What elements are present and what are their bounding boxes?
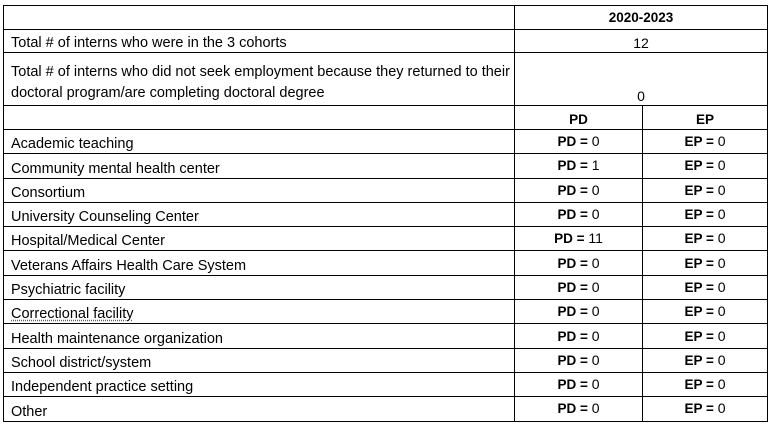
table-row	[4, 372, 768, 396]
pd-count-cell	[515, 202, 643, 226]
ep-count-cell	[643, 202, 768, 226]
ep-count-value: 0	[717, 157, 726, 174]
pd-count-value: 0	[591, 278, 600, 295]
setting-label	[4, 324, 515, 348]
pd-prefix: PD =	[557, 182, 588, 198]
ep-prefix: EP =	[684, 134, 714, 150]
ep-prefix: EP =	[684, 207, 714, 223]
setting-label	[4, 275, 515, 299]
table-row	[4, 227, 768, 251]
ep-prefix: EP =	[684, 279, 714, 295]
pd-count-value: 0	[591, 303, 600, 320]
ep-count-value: 0	[717, 376, 726, 393]
subheader-row	[4, 106, 768, 130]
total-interns-label: Total # of interns who were in the 3 cohorts	[4, 30, 515, 53]
setting-label-text: Academic teaching	[11, 136, 134, 153]
setting-label-text: Independent practice setting	[11, 379, 194, 396]
setting-label-text: School district/system	[11, 354, 152, 371]
setting-label	[4, 300, 515, 324]
setting-label-text: University Counseling Center	[11, 209, 199, 226]
pd-prefix: PD =	[557, 304, 588, 320]
setting-label-text: Correctional facility	[11, 306, 134, 323]
setting-label-text: Veterans Affairs Health Care System	[11, 257, 247, 274]
ep-count-value: 0	[717, 133, 726, 150]
total-interns-row	[4, 30, 768, 53]
pd-count-value: 11	[588, 230, 603, 247]
ep-prefix: EP =	[684, 304, 714, 320]
pd-header: PD	[515, 106, 643, 130]
ep-count-value: 0	[717, 303, 726, 320]
setting-label	[4, 397, 515, 421]
setting-label	[4, 348, 515, 372]
pd-prefix: PD =	[557, 328, 588, 344]
pd-count-cell	[515, 300, 643, 324]
ep-prefix: EP =	[684, 255, 714, 271]
pd-count-value: 0	[591, 181, 600, 198]
ep-count-cell	[643, 372, 768, 396]
table-row	[4, 178, 768, 202]
pd-count-cell	[515, 251, 643, 275]
table-row	[4, 202, 768, 226]
table-row	[4, 154, 768, 178]
internship-outcomes-table	[3, 5, 768, 422]
ep-count-cell	[643, 130, 768, 154]
settings-rows	[4, 130, 768, 422]
pd-prefix: PD =	[557, 134, 588, 150]
ep-count-cell	[643, 348, 768, 372]
ep-count-value: 0	[717, 400, 726, 417]
pd-count-value: 0	[591, 376, 600, 393]
pd-count-cell	[515, 275, 643, 299]
table-row	[4, 348, 768, 372]
ep-header: EP	[643, 106, 768, 130]
pd-count-cell	[515, 227, 643, 251]
pd-count-cell	[515, 324, 643, 348]
pd-prefix: PD =	[557, 158, 588, 174]
pd-prefix: PD =	[557, 279, 588, 295]
pd-count-cell	[515, 372, 643, 396]
pd-count-value: 0	[591, 133, 600, 150]
ep-count-value: 0	[717, 181, 726, 198]
ep-count-cell	[643, 324, 768, 348]
pd-count-cell	[515, 178, 643, 202]
setting-label	[4, 227, 515, 251]
ep-count-cell	[643, 154, 768, 178]
ep-prefix: EP =	[684, 328, 714, 344]
table-row	[4, 300, 768, 324]
pd-prefix: PD =	[557, 207, 588, 223]
setting-label	[4, 178, 515, 202]
pd-count-value: 0	[591, 400, 600, 417]
setting-label-text: Community mental health center	[11, 160, 220, 177]
table-row	[4, 397, 768, 421]
setting-label-text: Consortium	[11, 184, 86, 201]
setting-label	[4, 251, 515, 275]
ep-count-value: 0	[717, 278, 726, 295]
setting-label-text: Psychiatric facility	[11, 282, 126, 299]
pd-prefix: PD =	[557, 377, 588, 393]
ep-count-cell	[643, 251, 768, 275]
total-interns-value: 12	[515, 30, 768, 53]
pd-count-value: 1	[591, 157, 600, 174]
subheader-blank-cell	[4, 106, 515, 130]
pd-count-value: 0	[591, 327, 600, 344]
pd-count-cell	[515, 154, 643, 178]
header-blank-cell	[4, 6, 515, 30]
setting-label-text: Health maintenance organization	[11, 330, 223, 347]
setting-label	[4, 154, 515, 178]
ep-prefix: EP =	[684, 401, 714, 417]
table-row	[4, 130, 768, 154]
setting-label	[4, 202, 515, 226]
setting-label-text: Other	[11, 403, 48, 420]
setting-label-text: Hospital/Medical Center	[11, 233, 165, 250]
pd-count-value: 0	[591, 206, 600, 223]
ep-prefix: EP =	[684, 377, 714, 393]
ep-count-value: 0	[717, 254, 726, 271]
ep-prefix: EP =	[684, 231, 714, 247]
returned-doctoral-label: Total # of interns who did not seek employment because they returned to their doctoral program/are completing doctoral degree	[4, 53, 515, 106]
ep-prefix: EP =	[684, 182, 714, 198]
pd-prefix: PD =	[557, 401, 588, 417]
ep-count-value: 0	[717, 351, 726, 368]
pd-prefix: PD =	[554, 231, 585, 247]
ep-count-value: 0	[717, 327, 726, 344]
pd-count-cell	[515, 397, 643, 421]
period-header: 2020-2023	[515, 6, 768, 30]
returned-doctoral-row	[4, 53, 768, 106]
pd-count-cell	[515, 130, 643, 154]
ep-count-cell	[643, 178, 768, 202]
pd-prefix: PD =	[557, 255, 588, 271]
table-row	[4, 324, 768, 348]
header-row	[4, 6, 768, 30]
ep-count-cell	[643, 300, 768, 324]
setting-label	[4, 372, 515, 396]
pd-count-value: 0	[591, 351, 600, 368]
ep-count-cell	[643, 397, 768, 421]
ep-prefix: EP =	[684, 352, 714, 368]
table-row	[4, 275, 768, 299]
pd-count-value: 0	[591, 254, 600, 271]
pd-count-cell	[515, 348, 643, 372]
returned-doctoral-value: 0	[515, 53, 768, 106]
pd-prefix: PD =	[557, 352, 588, 368]
ep-prefix: EP =	[684, 158, 714, 174]
ep-count-cell	[643, 275, 768, 299]
setting-label	[4, 130, 515, 154]
table-row	[4, 251, 768, 275]
ep-count-value: 0	[717, 206, 726, 223]
ep-count-cell	[643, 227, 768, 251]
ep-count-value: 0	[717, 230, 726, 247]
